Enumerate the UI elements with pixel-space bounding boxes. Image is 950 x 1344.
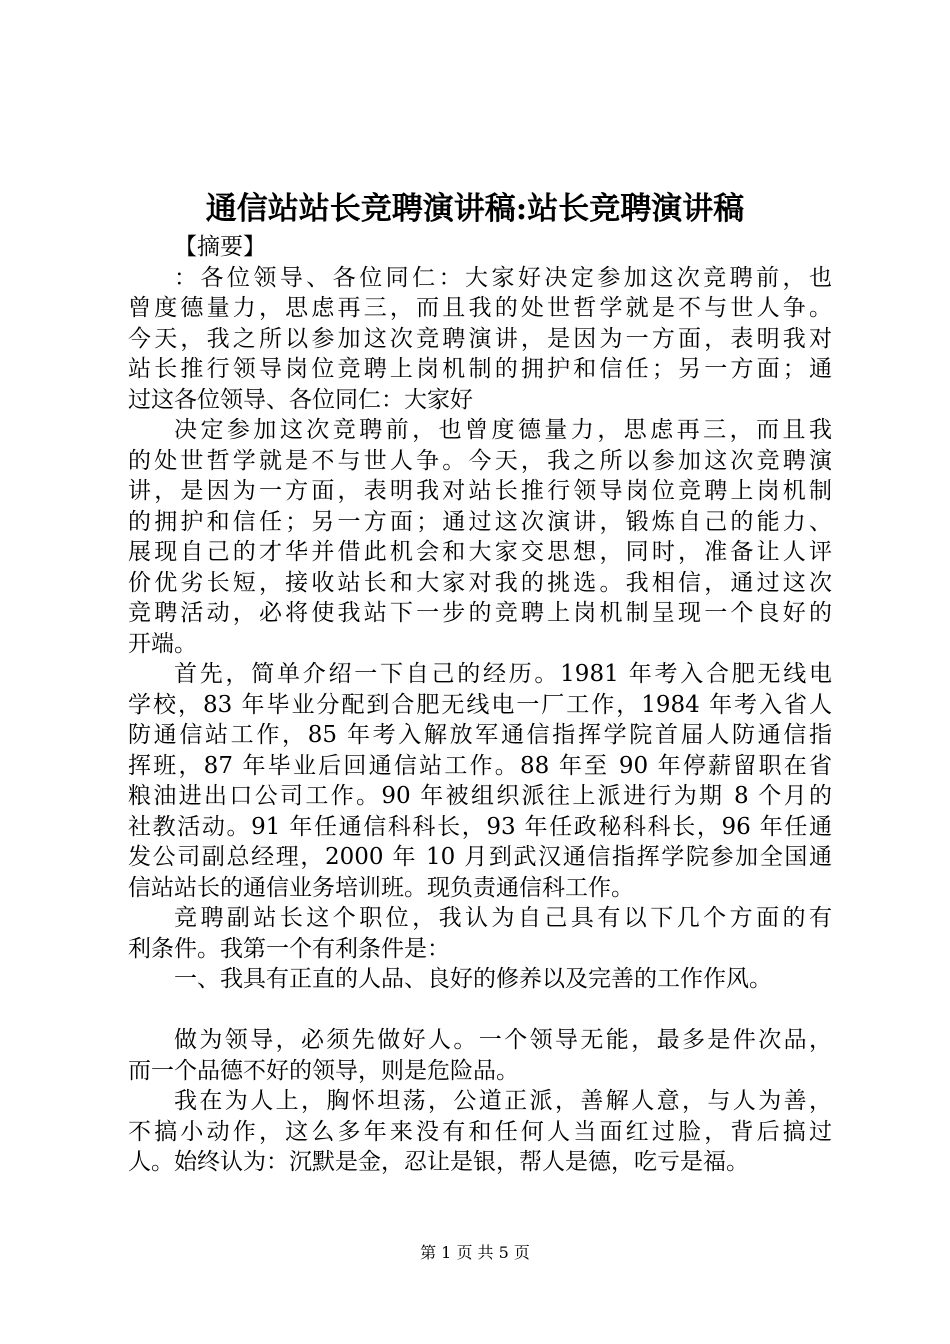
text-line: 讲，是因为一方面，表明我对站长推行领导岗位竞聘上岗机制 [128, 478, 832, 504]
text-line: 价优劣长短，接收站长和大家对我的挑选。我相信，通过这次 [128, 569, 832, 596]
text-line: 粮油进出口公司工作。90 年被组织派往上派进行为期 8 个月的 [128, 783, 832, 809]
text-line: 决定参加这次竞聘前，也曾度德量力，思虑再三，而且我 [174, 417, 832, 443]
text-line: 开端。 [128, 630, 197, 657]
text-line: 竞聘副站长这个职位，我认为自己具有以下几个方面的有 [174, 905, 832, 931]
text-line: 挥班，87 年毕业后回通信站工作。88 年至 90 年停薪留职在省 [128, 752, 832, 779]
text-line: 的处世哲学就是不与世人争。今天，我之所以参加这次竞聘演 [128, 447, 832, 474]
page-footer: 第 1 页 共 5 页 [420, 1243, 530, 1262]
text-line: 过这各位领导、各位同仁：大家好 [128, 386, 473, 413]
text-line: 一、我具有正直的人品、良好的修养以及完善的工作作风。 [174, 966, 772, 992]
document-title: 通信站站长竞聘演讲稿:站长竞聘演讲稿 [205, 191, 745, 227]
text-line: 发公司副总经理，2000 年 10 月到武汉通信指挥学院参加全国通 [128, 844, 832, 870]
document-body [128, 232, 832, 1178]
text-line: 的拥护和信任；另一方面；通过这次演讲，锻炼自己的能力、 [128, 508, 832, 535]
blank-line [128, 995, 832, 1026]
text-line: 学校，83 年毕业分配到合肥无线电一厂工作，1984 年考入省人 [128, 691, 832, 718]
text-line: 竞聘活动，必将使我站下一步的竞聘上岗机制呈现一个良好的 [128, 600, 832, 626]
text-line: 社教活动。91 年任通信科科长，93 年任政秘科科长，96 年任通 [128, 813, 832, 840]
text-line: 我在为人上，胸怀坦荡，公道正派，善解人意，与人为善， [174, 1088, 832, 1114]
text-line: ：各位领导、各位同仁：大家好决定参加这次竞聘前，也 [174, 264, 832, 291]
text-line: 站长推行领导岗位竞聘上岗机制的拥护和信任；另一方面；通 [128, 356, 832, 382]
text-line: 曾度德量力，思虑再三，而且我的处世哲学就是不与世人争。 [128, 295, 832, 321]
text-line: 人。始终认为：沉默是金，忍让是银，帮人是德，吃亏是福。 [128, 1149, 749, 1175]
text-line: 展现自己的才华并借此机会和大家交思想，同时，准备让人评 [128, 539, 832, 565]
text-line: 防通信站工作，85 年考入解放军通信指挥学院首届人防通信指 [128, 722, 832, 748]
text-line: 不搞小动作，这么多年来没有和任何人当面红过脸，背后搞过 [128, 1118, 832, 1145]
text-line: 而一个品德不好的领导，则是危险品。 [128, 1057, 519, 1084]
text-line: 利条件。我第一个有利条件是： [128, 935, 450, 962]
text-line: 信站站长的通信业务培训班。现负责通信科工作。 [128, 874, 634, 901]
text-line: 做为领导，必须先做好人。一个领导无能，最多是件次品， [174, 1027, 832, 1053]
text-line: 今天，我之所以参加这次竞聘演讲，是因为一方面，表明我对 [128, 325, 832, 352]
text-line: 【摘要】 [174, 234, 266, 260]
text-line: 首先，简单介绍一下自己的经历。1981 年考入合肥无线电 [174, 661, 832, 687]
